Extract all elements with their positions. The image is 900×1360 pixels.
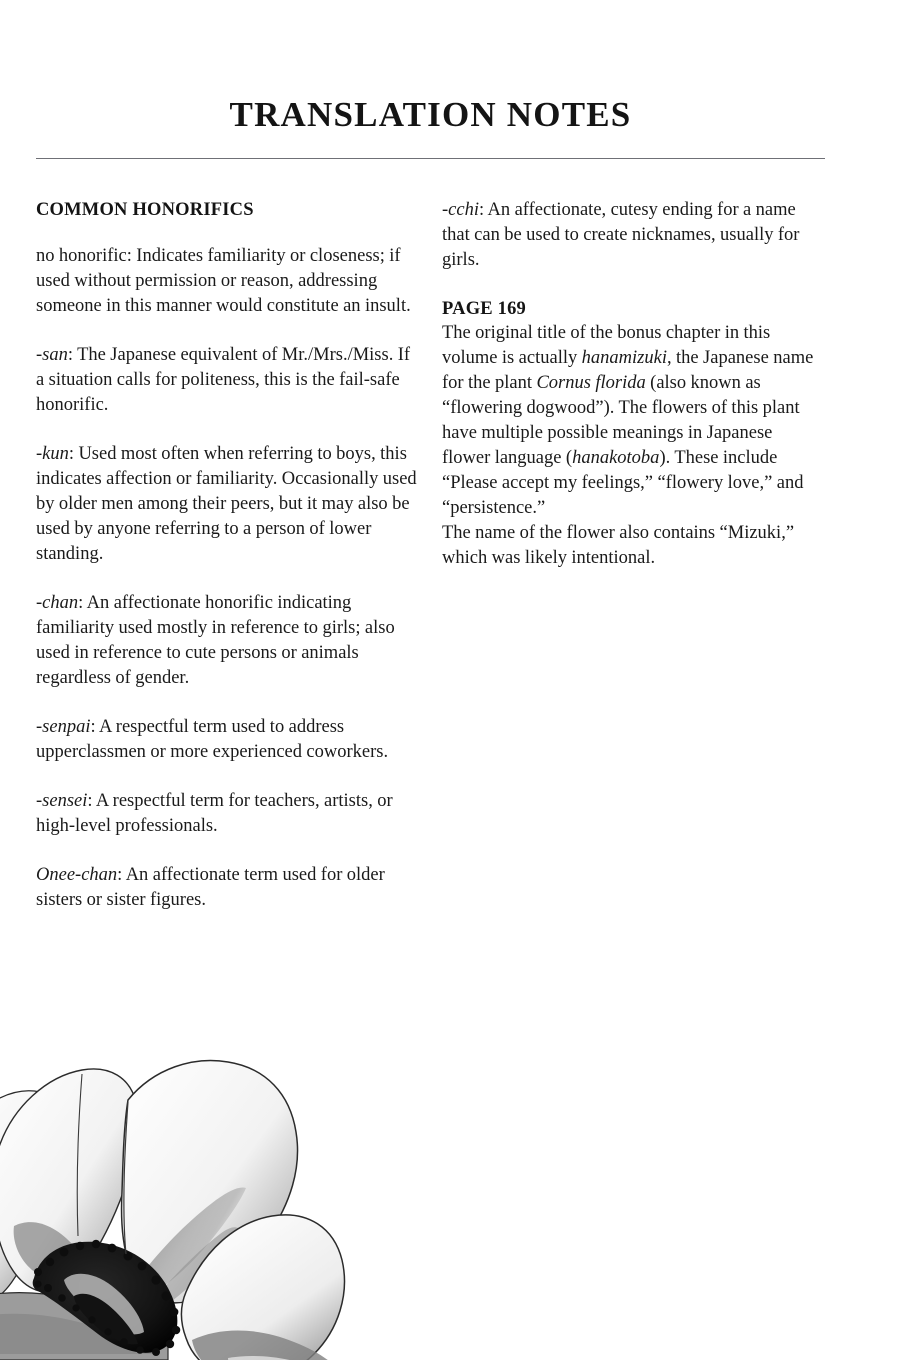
note-italic-hanamizuki: hanamizuki	[581, 348, 667, 369]
flower-shadow-center-smear-2	[146, 1227, 238, 1316]
honorific-entry-kun	[36, 442, 419, 567]
flower-vein-left	[77, 1074, 82, 1236]
honorific-entry-chan	[36, 591, 419, 691]
section-heading-common-honorifics: COMMON HONORIFICS	[36, 200, 254, 220]
note-text-part-3: (also known as “flowering dogwood”). The flowers of this plant have multiple possible meanings in Japanese flower language (	[442, 373, 800, 469]
honorific-term: -chan	[36, 593, 79, 614]
flower-center-dark-ring	[33, 1242, 178, 1353]
flower-vein-center	[124, 1102, 128, 1254]
flower-shadow-bottom-left	[0, 1314, 156, 1354]
note-italic-cornus-florida: Cornus florida	[536, 373, 646, 394]
flower-illustration	[0, 1040, 378, 1360]
flower-petal-lower-right	[182, 1215, 345, 1360]
right-column	[442, 198, 825, 571]
honorific-term: -cchi	[442, 200, 479, 220]
section-heading-page-169: PAGE 169	[442, 299, 526, 319]
honorific-definition: : A respectful term for teachers, artists, or high-level professionals.	[36, 791, 393, 837]
flower-center-inner-highlight	[64, 1274, 144, 1335]
honorific-entry-san	[36, 343, 419, 418]
honorific-entry-no-honorific	[36, 244, 419, 319]
flower-center-stipple	[34, 1240, 180, 1356]
flower-petal-center-top	[122, 1061, 298, 1303]
flower-petal-upper-left	[0, 1069, 138, 1292]
page-title: TRANSLATION NOTES	[229, 95, 632, 134]
honorific-term: -kun	[36, 444, 69, 465]
flower-shadow-lower-right	[192, 1330, 346, 1360]
note-text-final-line: The name of the flower also contains “Mizuki,” which was likely intentional.	[442, 523, 795, 569]
body-columns	[36, 198, 825, 1038]
note-text-part-1: The original title of the bonus chapter in this volume is actually	[442, 323, 771, 369]
left-column	[36, 198, 419, 913]
honorific-definition: : An affectionate term used for older sisters or sister figures.	[36, 865, 385, 911]
honorific-definition: : The Japanese equivalent of Mr./Mrs./Miss. If a situation calls for politeness, this is the fail-safe honorific.	[36, 345, 411, 416]
honorific-entry-text: no honorific: Indicates familiarity or closeness; if used without permission or reason, addressing someone in this manner would constitute an insult.	[36, 246, 411, 317]
flower-center-inner-dark	[74, 1294, 138, 1345]
flower-petal-far-left	[0, 1091, 66, 1302]
note-italic-hanakotoba: hanakotoba	[572, 448, 660, 469]
honorific-term: Onee-chan	[36, 865, 118, 886]
honorific-term: -sensei	[36, 791, 88, 812]
page-title-block	[36, 96, 825, 135]
honorific-definition: : An affectionate, cutesy ending for a name that can be used to create nicknames, usually for girls.	[442, 200, 800, 270]
page-169-note	[442, 321, 825, 571]
note-text-part-4: ). These include “Please accept my feelings,” “flowery love,” and “persistence.”	[442, 448, 804, 519]
flower-shadow-lower-right-2	[228, 1356, 334, 1360]
note-text-part-2: , the Japanese name for the plant	[442, 348, 814, 394]
title-divider-rule	[36, 158, 825, 159]
honorific-definition: : A respectful term used to address upperclassmen or more experienced coworkers.	[36, 717, 389, 763]
honorific-term: -san	[36, 345, 68, 366]
honorific-definition: : An affectionate honorific indicating familiarity used mostly in reference to girls; also used in reference to cute persons or animals regardless of gender.	[36, 593, 395, 689]
honorific-term: -senpai	[36, 717, 91, 738]
honorific-entry-cchi	[442, 198, 825, 273]
flower-shadow-center-smear	[130, 1188, 246, 1303]
honorific-definition: : Used most often when referring to boys, this indicates affection or familiarity. Occasionally used by older men among their peers, but it may also be used by anyone referring to a person of lower standing.	[36, 444, 417, 565]
flower-shadow-upper-left	[14, 1222, 98, 1292]
honorific-entry-senpai	[36, 715, 419, 765]
honorific-entry-onee-chan	[36, 863, 419, 913]
honorific-entry-sensei	[36, 789, 419, 839]
